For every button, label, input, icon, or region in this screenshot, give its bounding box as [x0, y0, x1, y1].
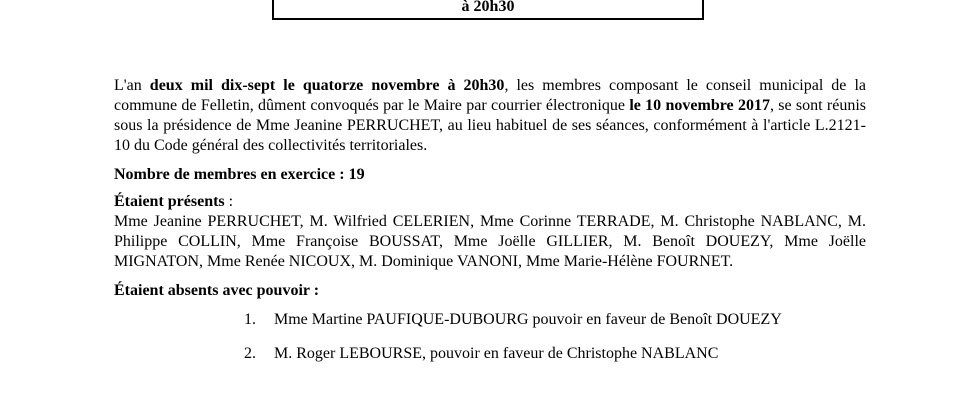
intro-convocation-date: le 10 novembre 2017 — [629, 97, 770, 114]
members-count: Nombre de membres en exercice : 19 — [114, 166, 365, 183]
document-body — [114, 76, 866, 378]
proxy-item — [114, 344, 866, 364]
header-time: à 20h30 — [461, 0, 515, 15]
absent-heading: Étaient absents avec pouvoir : — [114, 282, 320, 299]
header-time-box — [272, 0, 704, 20]
present-heading: Étaient présents — [114, 193, 225, 210]
present-heading-line — [114, 192, 866, 212]
intro-paragraph — [114, 76, 866, 156]
proxy-item-text: Mme Martine PAUFIQUE-DUBOURG pouvoir en faveur de Benoît DOUEZY — [274, 311, 782, 328]
intro-text-3: , se sont réunis sous la présidence de Mme Jeanine PERRUCHET, au lieu habituel de ses séances, conformément à l'article L.2121-10 du Code général des collectivités territoriales. — [114, 97, 867, 154]
present-list: Mme Jeanine PERRUCHET, M. Wilfried CELERIEN, Mme Corinne TERRADE, M. Christophe NABLANC, M. Philippe COLLIN, Mme Françoise BOUSSAT, Mme Joëlle GILLIER, M. Benoît DOUEZY, Mme Joëlle MIGNATON, Mme Renée NICOUX, M. Dominique VANONI, Mme Marie-Hélène FOURNET. — [114, 213, 866, 270]
proxy-item-number: 2. — [244, 345, 256, 362]
proxy-item-text: M. Roger LEBOURSE, pouvoir en faveur de Christophe NABLANC — [274, 345, 719, 362]
intro-text-1: L'an — [114, 77, 150, 94]
intro-text-2: , les membres composant le conseil municipal de la commune de Felletin, dûment convoqués par le Maire par courrier électronique — [114, 77, 866, 114]
proxy-list — [114, 310, 866, 364]
present-heading-colon: : — [224, 193, 234, 210]
intro-date-bold: deux mil dix-sept le quatorze novembre à 20h30 — [149, 77, 505, 94]
proxy-item — [114, 310, 866, 330]
proxy-item-number: 1. — [244, 311, 256, 328]
